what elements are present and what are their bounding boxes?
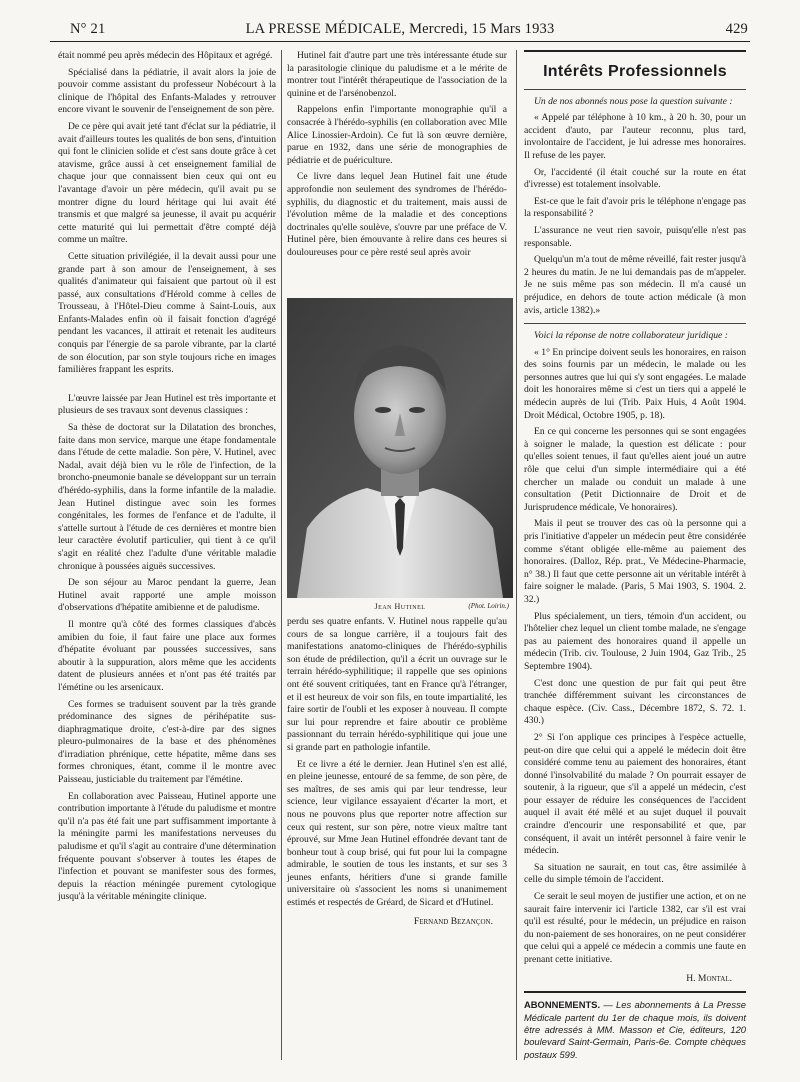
intro-text: Un de nos abonnés nous pose la question suivante :	[534, 95, 733, 107]
answer-paragraph: 2° Si l'on applique ces principes à l'espèce actuelle, peut-on dire que celui qui a appelé le médecin doit être considéré comme tenu au paiement des honoraires, étant donné l'insolvabilité du malade ? On pourrait essayer de soutenir, à la rigueur, que s'il a appelé un médecin, c'est pour essayer de réduire les conséquences de l'accident auquel il avait été mêlé et au sujet duquel il pouvait craindre d'encourir une responsabilité et que, par conséquent, il avait un intérêt personnel à faire venir le médecin.	[524, 731, 746, 857]
answer-paragraph: Ce serait le seul moyen de justifier une action, et on ne saurait faire intervenir ici l'article 1382, car s'il est vrai qu'il est résulté, pour le médecin, un préjudice en raison du non-paiement de ses honoraires, on ne peut considérer que celui qui a appelé ce médecin a commis une faute en prenant cette initiative.	[524, 891, 746, 965]
issue-number: N° 21	[70, 21, 106, 37]
paragraph: De son séjour au Maroc pendant la guerre, Jean Hutinel avait rapporté une ample moisson d'observations d'hépatite amibienne et de paludisme.	[58, 577, 276, 614]
question-paragraph: L'assurance ne veut rien savoir, puisqu'elle n'est pas responsable.	[524, 224, 746, 249]
answer-intro: Voici la réponse de notre collaborateur juridique :	[534, 330, 728, 342]
page-number: 429	[725, 21, 748, 37]
paragraph: Ce livre dans lequel Jean Hutinel fait une étude approfondie non seulement des syndromes de l'hérédo-syphilis, du diagnostic et du traitement, mais aussi de l'évolution même de la maladie et des conceptions doctrinales qu'elle soulève, s'ouvre par une préface de V. Hutinel père, bien émouvante à relire dans ces heures si douloureuses pour ce père resté seul après avoir	[287, 171, 507, 258]
paragraph: Ces formes se traduisent souvent par la très grande prédominance des signes de périhépatite sus-diaphragmatique droite, c'est-à-dire par des signes pleuro-pulmonaires de la base et des phénomènes d'irradiation phrénique, cette hépatite, même dans ses formes chroniques, étant, comme il le montre avec Paisseau, justiciable du traitement par l'émétine.	[58, 698, 276, 786]
subscription-notice	[524, 999, 746, 1061]
answer-paragraph: « 1° En principe doivent seuls les honoraires, en raison des soins fournis par un médecin, le malade ou les personnes autres que lui qui s'y sont engagées. Le malade doit les honoraires même si c'est un tiers qui a appelé le médecin auprès de lui (Trib. Paix Huis, 4 Août 1904. Droit Médical, Octobre 1905, p. 18).	[524, 346, 746, 421]
paragraph: En collaboration avec Paisseau, Hutinel apporte une contribution importante à l'étude du paludisme et montre qu'il n'a pas été fait une part suffisamment importante à la méningite parmi les manifestations nerveuses du paludisme et qu'il s'agit au contraire d'une détermination fréquente pouvant s'observer à toutes les étapes de l'infection et pouvant se manifester sous des formes, depuis la réaction méningée purement cytologique jusqu'à la véritable méningite clinique.	[58, 790, 276, 903]
answer-paragraph: C'est donc une question de pur fait qui peut être tranchée différemment suivant les circonstances de chaque espèce. (Civ. Cass., Décembre 1872, S. 72. 1. 430.)	[524, 677, 746, 727]
paragraph: Sa thèse de doctorat sur la Dilatation des bronches, faite dans mon service, marque une étape fondamentale dans l'étude de cette maladie. Son père, V. Hutinel, avec Nadal, avait déjà bien vu le rôle de l'infection, de la broncho-pneumonie banale se développant sur un terrain d'hérédo-syphilis, dans la forme infantile de la maladie. Jean Hutinel distingue avec soin les formes congénitales, les formes de l'enfance et de l'adulte, il s'attelle surtout à l'étude de ces dernières et montre bien leur caractère évolutif particulier, qui tient à ce qu'il s'agit en réalité chez l'adulte d'une véritable maladie chronique à poussées aiguës successives.	[58, 422, 276, 572]
column-1	[58, 50, 276, 908]
subscription-label: ABONNEMENTS.	[524, 999, 601, 1011]
paragraph: L'œuvre laissée par Jean Hutinel est très importante et plusieurs de ses travaux sont devenus classiques :	[58, 392, 276, 417]
signature: Fernand Bezançon.	[413, 915, 493, 927]
paragraph: Rappelons enfin l'importante monographie qu'il a consacrée à l'hérédo-syphilis (en collaboration avec Mlle Alice Linossier-Ardoin). Ce fut là son œuvre dernière, parue en 1932, dans une série de monographies de pédiatrie et de puériculture.	[287, 104, 507, 166]
paragraph: Il montre qu'à côté des formes classiques d'abcès amibien du foie, il faut faire une place aux formes d'hépatite évoluant par poussées successives, sans aboutir à la suppuration, alors même que les accidents datent de plusieurs années et n'ont pas été traités par l'émétine ou les arsenicaux.	[58, 618, 276, 693]
answer-paragraph: Sa situation ne saurait, en tout cas, être assimilée à celle du simple témoin de l'accident.	[524, 861, 746, 886]
section-rule	[524, 89, 746, 90]
question-paragraph: Quelqu'un m'a tout de même réveillé, fait rester jusqu'à 2 heures du matin. Je ne lui demandais pas de m'appeler. Je ne suis même pas son médecin. Il m'a causé un préjudice, en dehors de toute action médicale (à mon avis, article 1382).»	[524, 254, 746, 316]
paragraph: Cette situation privilégiée, il la devait aussi pour une grande part à son amour de l'enseignement, à ses qualités d'animateur qui faisaient que partout où il est passé, aux consultations d'Hérold comme à celles de Trousseau, à l'Hôtel-Dieu comme à Saint-Louis, aux Enfants-Malades enfin où il faisait fonction d'agrégé pendant les vacances, il attirait et retenait les auditeurs conquis par l'énergie de sa parole vibrante, par la clarté de son élocution, par son style toujours riche en images familières frappant les esprits.	[58, 250, 276, 376]
question-paragraph: Or, l'accidenté (il était couché sur la route en état d'ivresse) est totalement insolvable.	[524, 166, 746, 191]
answer-paragraph: En ce qui concerne les personnes qui se sont engagées à soigner le malade, la question est délicate : pour qu'elles soient tenues, il faut qu'elles aient joué un autre rôle que celui d'un simple intermédiaire qui a été chercher un malade ou conduit un malade à une consultation (Petit Dictionnaire de Droit et de Jurisprudence médicale, Ve honoraires).	[524, 426, 746, 513]
subscription-text: — Les abonnements à La Presse Médicale partent du 1er de chaque mois, ils doivent être adressés à MM. Masson et Cie, éditeurs, 120 boulevard Saint-Germain, Paris-6e. Compte chèques postaux 599.	[524, 999, 746, 1060]
header-rule	[50, 41, 750, 42]
section-rule	[524, 991, 746, 993]
question-paragraph: Est-ce que le fait d'avoir pris le téléphone n'engage pas la responsabilité ?	[524, 195, 746, 220]
section-title: Intérêts Professionnels	[543, 63, 727, 80]
paragraph: perdu ses quatre enfants. V. Hutinel nous rappelle qu'au cours de sa longue carrière, il a toujours fait des manifestations anatomo-cliniques de l'hérédo-syphilis son étude de prédilection, qu'il a écrit un ouvrage sur le terrain hérédo-syphilitique; il rappelle que ses opinions ont été souvent critiquées, tant en France qu'à l'étranger, et il est heureux de voir son fils, en toute impartialité, les faire sortir de l'oubli et les exposer à nouveau. Il compte sur lui pour reprendre et faire aboutir ce problème passionnant du terrain hérédo-syphilitique qui joue une si grande part en pathologie infantile.	[287, 616, 507, 753]
paragraph: Hutinel fait d'autre part une très intéressante étude sur la parasitologie clinique du paludisme et a le mérite de montrer tout l'intérêt thérapeutique de l'association de la quinine et de l'arsénobenzol.	[287, 50, 507, 99]
photo-caption: Jean Hutinel	[374, 602, 426, 611]
portrait-image	[287, 298, 513, 598]
photo-credit: (Phot. Loirin.)	[468, 602, 509, 610]
portrait-photo	[287, 298, 513, 616]
column-3	[524, 50, 746, 1065]
page-header	[50, 18, 750, 42]
section-rule	[524, 50, 746, 52]
column-2-bottom	[287, 616, 507, 928]
answer-paragraph: Plus spécialement, un tiers, témoin d'un accident, ou l'hôtelier chez lequel un client tombe malade, ne s'engage pas au paiement des honoraires quand il appelle un médecin (Trib. civ. Toulouse, 2 Juin 1904, Gaz Trib., 25 Septembre 1904).	[524, 610, 746, 672]
paragraph: était nommé peu après médecin des Hôpitaux et agrégé.	[58, 50, 273, 61]
signature: H. Montal.	[686, 972, 732, 984]
divider	[524, 323, 746, 324]
column-rule-left	[281, 50, 282, 1060]
paragraph: Et ce livre a été le dernier. Jean Hutinel s'en est allé, en pleine jeunesse, entouré de sa femme, de son père, de ses maîtres, de ses amis qui par leur tendresse, leur science, leur vigilance essayaient d'écarter la mort, et nous ne pouvons plus que reporter notre affection sur ceux qui restent, sur son père, notre vieux maître tant éprouvé, sur Mme Jean Hutinel effondrée devant tant de bonheur tout à coup brisé, qui fut pour lui la compagne admirable, le soutien de tous les instants, et sur ses 3 jeunes enfants, héritiers d'une si grande famille universitaire où s'associent les noms si unanimement estimés et respectés de Gréard, de Sicard et d'Hutinel.	[287, 758, 507, 909]
column-rule-right	[516, 50, 517, 1060]
question-paragraph: « Appelé par téléphone à 10 km., à 20 h. 30, pour un accident d'auto, par l'auteur reconnu, plus tard, involontaire de l'accident, je lui adresse mes honoraires. Il refuse de les payer.	[524, 112, 746, 161]
paragraph: De ce père qui avait jeté tant d'éclat sur la pédiatrie, il avait d'ailleurs toutes les qualités de bon sens, d'intuition qui font le clinicien solide et c'est sans doute grâce à cet atavisme, grâce aussi à cet enseignement familial de chaque jour que connaissent bien ceux qui ont eu l'avantage d'avoir un père médecin, qu'il avait pu se montrer digne du lourd héritage qui lui avait été transmis et que malgré sa jeunesse, il avait pu acquérir cette maturité qui lui permettait d'être compté déjà comme un maître.	[58, 120, 276, 246]
answer-paragraph: Mais il peut se trouver des cas où la personne qui a pris l'initiative d'appeler un médecin peut être considérée comme s'étant obligée elle-même au paiement des honoraires. (Dalloz, Rép. prat., Ve Médecine-Pharmacie, n° 38.) Il faut que cette personne ait un véritable intérêt à faire soigner le malade. (Paris, 5 Mai 1903, S. 1904. 2. 32.)	[524, 518, 746, 605]
paragraph: Spécialisé dans la pédiatrie, il avait alors la joie de pouvoir comme assistant du professeur Nobécourt à la clinique de l'hôpital des Enfants-Malades y retrouver encore vivant le souvenir de l'enseignement de son père.	[58, 66, 276, 116]
column-2-top	[287, 50, 507, 264]
journal-title: LA PRESSE MÉDICALE, Mercredi, 15 Mars 1933	[245, 21, 555, 37]
